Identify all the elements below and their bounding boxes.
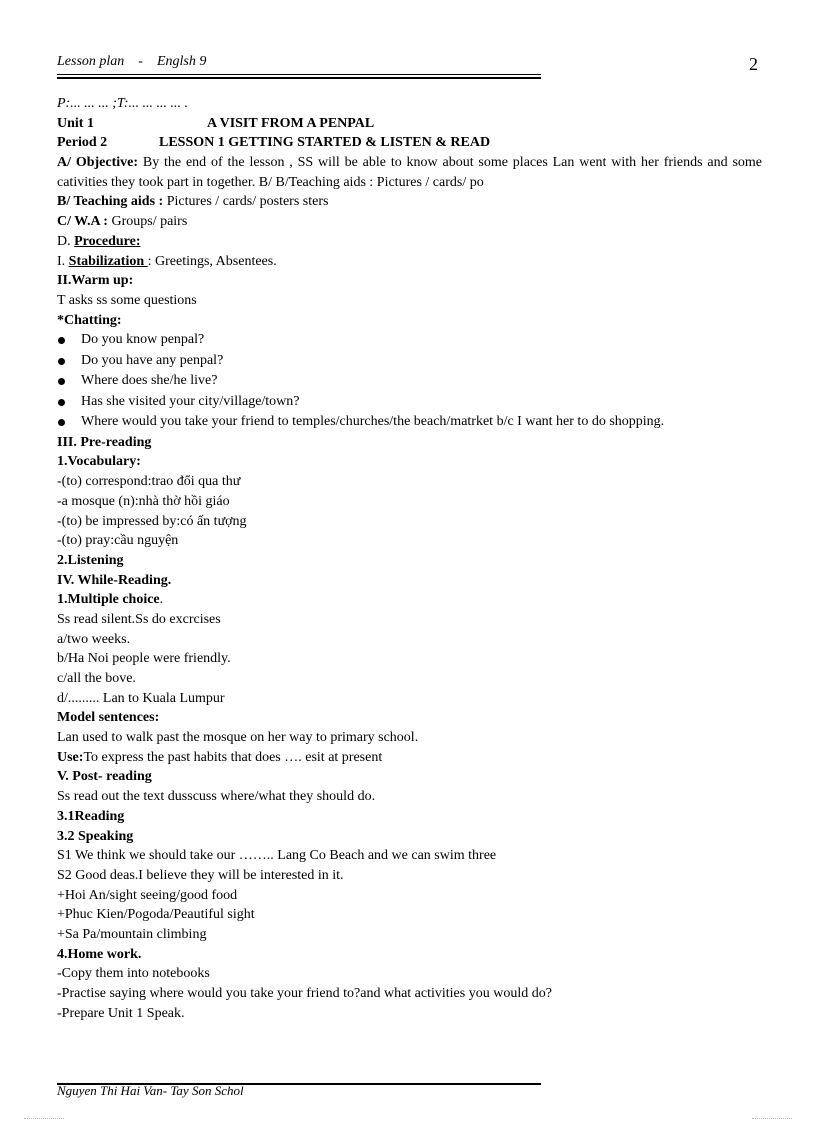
list-item bbox=[57, 371, 762, 392]
speaking-heading: 3.2 Speaking bbox=[57, 828, 134, 844]
multiple-choice-line bbox=[57, 590, 762, 610]
multiple-choice-suffix: . bbox=[159, 592, 164, 608]
use-text: To express the past habits that does …. esit at present bbox=[83, 749, 383, 765]
procedure-label: Procedure: bbox=[74, 233, 141, 249]
chatting-heading: *Chatting: bbox=[57, 312, 122, 328]
chatting-question: Do you have any penpal? bbox=[81, 352, 224, 368]
homework-line: -Practise saying where would you take your friend to?and what activities you would do? bbox=[57, 986, 552, 1002]
pt-line: P:... ... ... ;T:... ... ... ... . bbox=[57, 96, 189, 111]
model-sentences-heading: Model sentences: bbox=[57, 710, 160, 726]
corner-dots-right bbox=[752, 1118, 792, 1120]
lesson-body bbox=[57, 94, 762, 1023]
unit-title: A VISIT FROM A PENPAL bbox=[207, 115, 375, 131]
stabilization-text: : Greetings, Absentees. bbox=[147, 253, 277, 269]
stabilization-prefix: I. bbox=[57, 253, 69, 269]
vocab-item: -a mosque (n):nhà thờ hồi giáo bbox=[57, 493, 230, 509]
answer-line: b/Ha Noi people were friendly. bbox=[57, 651, 231, 667]
period-title: LESSON 1 GETTING STARTED & LISTEN & READ bbox=[159, 135, 491, 151]
stabilization-label: Stabilization bbox=[68, 253, 148, 269]
warm-up-heading: II.Warm up: bbox=[57, 273, 134, 289]
page-header bbox=[57, 52, 541, 78]
speaking-line: +Hoi An/sight seeing/good food bbox=[57, 887, 238, 903]
objective-paragraph bbox=[57, 153, 762, 192]
while-reading-line: Ss read silent.Ss do excrcises bbox=[57, 611, 221, 627]
teaching-aids-label: B/ Teaching aids : bbox=[57, 194, 164, 210]
answer-line: c/all the bove. bbox=[57, 671, 136, 687]
vocab-item: -(to) pray:cầu nguyện bbox=[57, 533, 179, 549]
corner-dots-left bbox=[24, 1118, 64, 1120]
use-line bbox=[57, 748, 762, 768]
bullet-icon bbox=[58, 419, 65, 426]
period-line bbox=[57, 133, 762, 153]
chatting-question: Has she visited your city/village/town? bbox=[81, 393, 300, 409]
bullet-icon bbox=[58, 337, 65, 344]
chatting-question: Do you know penpal? bbox=[81, 332, 205, 348]
homework-line: -Copy them into notebooks bbox=[57, 966, 210, 982]
objective-text: By the end of the lesson , SS will be able to know about some places Lan went with her friends and some cativities they took part in together. B/ B/Teaching aids : Pictures / cards/ po bbox=[57, 155, 762, 190]
header-title: Lesson plan - Englsh 9 bbox=[57, 54, 207, 69]
page-number: 2 bbox=[749, 54, 758, 74]
bullet-icon bbox=[58, 399, 65, 406]
list-item bbox=[57, 351, 762, 372]
homework-heading: 4.Home work. bbox=[57, 946, 142, 962]
warm-up-text: T asks ss some questions bbox=[57, 292, 197, 308]
vocab-item: -(to) be impressed by:có ấn tượng bbox=[57, 513, 247, 529]
teaching-aids-text: Pictures / cards/ posters sters bbox=[163, 194, 329, 210]
header-rule-thin bbox=[57, 74, 541, 75]
answer-line: a/two weeks. bbox=[57, 631, 131, 647]
chatting-question: Where does she/he live? bbox=[81, 373, 218, 389]
period-label: Period 2 bbox=[57, 135, 108, 151]
post-reading-text: Ss read out the text dusscuss where/what they should do. bbox=[57, 789, 376, 805]
speaking-line: +Phuc Kien/Pogoda/Peautiful sight bbox=[57, 907, 255, 923]
listening-heading: 2.Listening bbox=[57, 552, 124, 568]
unit-label: Unit 1 bbox=[57, 115, 94, 131]
speaking-line: S1 We think we should take our …….. Lang Co Beach and we can swim three bbox=[57, 848, 497, 864]
reading-heading: 3.1Reading bbox=[57, 808, 125, 824]
stabilization-line bbox=[57, 252, 762, 272]
list-item bbox=[57, 392, 762, 413]
model-sentence: Lan used to walk past the mosque on her way to primary school. bbox=[57, 730, 419, 746]
while-reading-heading: IV. While-Reading. bbox=[57, 572, 172, 588]
list-item bbox=[57, 412, 762, 433]
footer-author: Nguyen Thi Hai Van- Tay Son Schol bbox=[57, 1083, 244, 1098]
unit-line bbox=[57, 114, 762, 134]
wa-line bbox=[57, 212, 762, 232]
page-footer bbox=[57, 1079, 541, 1103]
chatting-question: Where would you take your friend to temples/churches/the beach/matrket b/c I want her to do shopping. bbox=[81, 414, 665, 430]
post-reading-heading: V. Post- reading bbox=[57, 769, 152, 785]
bullet-icon bbox=[58, 378, 65, 385]
bullet-icon bbox=[58, 358, 65, 365]
objective-label: A/ Objective: bbox=[57, 155, 139, 171]
pre-reading-heading: III. Pre-reading bbox=[57, 434, 152, 450]
wa-label: C/ W.A : bbox=[57, 214, 108, 230]
speaking-line: +Sa Pa/mountain climbing bbox=[57, 926, 207, 942]
procedure-line bbox=[57, 232, 762, 252]
speaking-line: S2 Good deas.I believe they will be interested in it. bbox=[57, 867, 344, 883]
homework-line: -Prepare Unit 1 Speak. bbox=[57, 1005, 185, 1021]
vocabulary-heading: 1.Vocabulary: bbox=[57, 454, 141, 470]
answer-line: d/......... Lan to Kuala Lumpur bbox=[57, 690, 225, 706]
header-rule-thick bbox=[57, 77, 541, 79]
teaching-aids-line bbox=[57, 192, 762, 212]
wa-text: Groups/ pairs bbox=[107, 214, 188, 230]
vocab-item: -(to) correspond:trao đổi qua thư bbox=[57, 474, 241, 490]
use-label: Use: bbox=[57, 749, 84, 765]
list-item bbox=[57, 330, 762, 351]
procedure-prefix: D. bbox=[57, 233, 75, 249]
multiple-choice-heading: 1.Multiple choice bbox=[57, 592, 160, 608]
